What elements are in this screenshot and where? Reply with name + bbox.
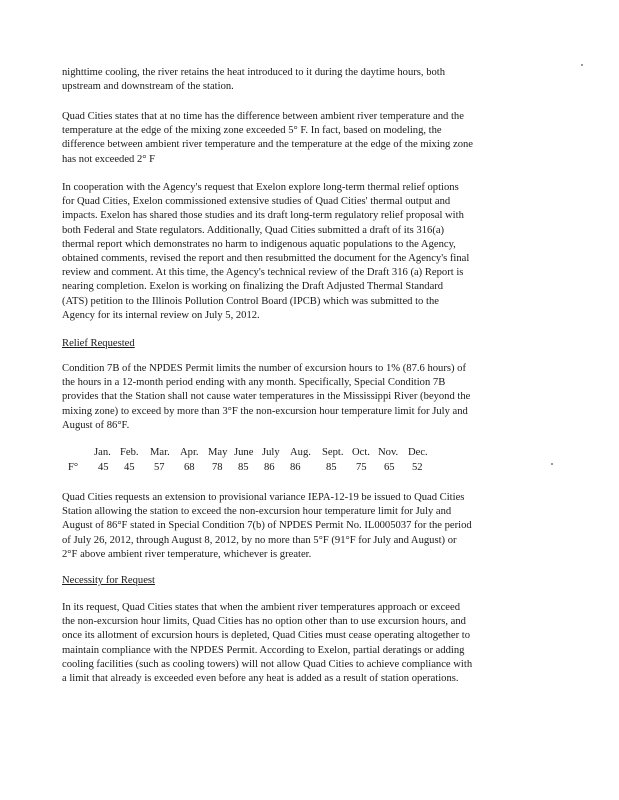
- temperature-value: 86: [290, 462, 301, 473]
- text-line: for Quad Cities, Exelon commissioned extensive studies of Quad Cities' thermal output and: [62, 196, 451, 208]
- temperature-value: 85: [326, 462, 337, 473]
- text-line: August of 86°F stated in Special Condition 7(b) of NPDES Permit No. IL0005037 for the period: [62, 520, 472, 532]
- text-line: temperature at the edge of the mixing zone exceeded 5° F. In fact, based on modeling, the: [62, 125, 442, 137]
- text-line: difference between ambient river temperature and the temperature at the edge of the mixing zone: [62, 139, 474, 151]
- month-header: Sept.: [322, 447, 344, 458]
- month-header: July: [262, 447, 280, 458]
- scan-speck: [581, 64, 583, 66]
- temperature-value: 45: [98, 462, 109, 473]
- text-line: Condition 7B of the NPDES Permit limits the number of excursion hours to 1% (87.6 hours) of: [62, 363, 467, 374]
- heading-necessity-for-request: Necessity for Request: [62, 575, 155, 586]
- month-header: May: [208, 447, 228, 458]
- month-header: Nov.: [378, 447, 399, 458]
- text-line: In cooperation with the Agency's request that Exelon explore long-term thermal relief options: [62, 182, 459, 193]
- scan-speck: [551, 463, 553, 465]
- text-line: Quad Cities requests an extension to provisional variance IEPA-12-19 be issued to Quad Cities: [62, 492, 465, 503]
- text-line: the hours in a 12-month period ending with any month. Specifically, Special Condition 7B: [62, 377, 446, 389]
- text-line: (ATS) petition to the Illinois Pollution Control Board (IPCB) which was submitted to the: [62, 295, 439, 307]
- text-line: Quad Cities states that at no time has the difference between ambient river temperature and the: [62, 111, 464, 122]
- month-header: Jan.: [94, 447, 111, 458]
- text-line: cooling facilities (such as cooling towers) will not allow Quad Cities to achieve compliance with: [62, 658, 473, 670]
- month-header: Aug.: [290, 447, 311, 458]
- text-line: nighttime cooling, the river retains the heat introduced to it during the daytime hours, both: [62, 67, 446, 78]
- text-line: impacts. Exelon has shared those studies and its draft long-term regulatory relief proposal with: [62, 210, 464, 222]
- month-header: Apr.: [180, 447, 199, 458]
- text-line: upstream and downstream of the station.: [62, 81, 234, 93]
- text-line: August of 86°F.: [62, 419, 130, 431]
- temperature-value: 57: [154, 462, 165, 473]
- month-header: Oct.: [352, 447, 370, 458]
- temperature-value: 75: [356, 462, 367, 473]
- text-line: In its request, Quad Cities states that when the ambient river temperatures approach or exceed: [62, 602, 461, 613]
- paragraph-temperature-difference: [62, 110, 580, 167]
- row-label: F°: [68, 462, 79, 473]
- text-line: Agency for its internal review on July 5, 2012.: [62, 309, 260, 321]
- text-line: 2°F above ambient river temperature, whichever is greater.: [62, 548, 312, 560]
- temperature-value: 45: [124, 462, 135, 473]
- paragraph-nighttime-cooling: [62, 66, 580, 94]
- text-line: Station allowing the station to exceed the non-excursion hour temperature limit for July and: [62, 506, 452, 518]
- text-line: mixing zone) to exceed by more than 3°F the non-excursion hour temperature limit for July and: [62, 405, 468, 417]
- text-line: thermal report which demonstrates no harm to indigenous aquatic populations to the Agency,: [62, 238, 456, 250]
- text-line: provides that the Station shall not cause water temperatures in the Mississippi River (beyond the: [62, 391, 471, 403]
- temperature-table-values: [68, 461, 538, 475]
- paragraph-condition-7b: [62, 362, 580, 433]
- paragraph-agency-cooperation: [62, 181, 580, 323]
- text-line: once its allotment of excursion hours is depleted, Quad Cities must cease operating altogether to: [62, 630, 471, 642]
- temperature-value: 68: [184, 462, 195, 473]
- temperature-value: 52: [412, 462, 423, 473]
- text-line: nearing completion. Exelon is working on finalizing the Draft Adjusted Thermal Standard: [62, 281, 444, 293]
- text-line: of July 26, 2012, through August 8, 2012, by no more than 5°F (91°F for July and August) or: [62, 534, 457, 546]
- month-header: Mar.: [150, 447, 170, 458]
- text-line: the non-excursion hour limits, Quad Cities has no option other than to use excursion hours, and: [62, 616, 466, 628]
- month-header: Feb.: [120, 447, 139, 458]
- temperature-value: 86: [264, 462, 275, 473]
- month-header: Dec.: [408, 447, 428, 458]
- temperature-value: 78: [212, 462, 223, 473]
- temperature-value: 65: [384, 462, 395, 473]
- heading-relief-requested: Relief Requested: [62, 338, 135, 349]
- paragraph-extension-request: [62, 491, 580, 562]
- temperature-value: 85: [238, 462, 249, 473]
- month-header: June: [234, 447, 254, 458]
- text-line: maintain compliance with the NPDES Permit. According to Exelon, partial deratings or adding: [62, 644, 465, 656]
- text-line: has not exceeded 2° F: [62, 153, 156, 165]
- text-line: both Federal and State regulators. Additionally, Quad Cities submitted a draft of its 316(a): [62, 224, 445, 236]
- text-line: obtained comments, revised the report and then resubmitted the document for the Agency's final: [62, 253, 470, 265]
- temperature-table-months: [94, 446, 534, 460]
- text-line: review and comment. At this time, the Agency's technical review of the Draft 316 (a) Report is: [62, 267, 464, 279]
- text-line: a limit that already is exceeded even before any heat is added as a result of station operations.: [62, 673, 459, 685]
- paragraph-necessity: [62, 601, 580, 686]
